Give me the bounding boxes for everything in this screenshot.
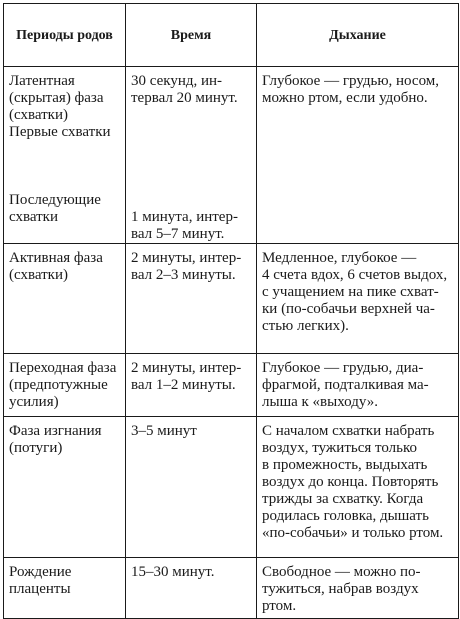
cell-time xyxy=(126,558,257,619)
cell-line: Активная фаза xyxy=(9,250,103,266)
cell-line: Медленное, глубокое — xyxy=(262,250,417,266)
cell-time xyxy=(126,354,257,417)
cell-line: воздух до конца. Повторять xyxy=(262,474,439,490)
cell-breathing xyxy=(257,417,459,558)
cell-line: Первые схватки xyxy=(9,124,111,140)
cell-line: родилась головка, дышать xyxy=(262,508,429,524)
cell-line: 2 минуты, интер- xyxy=(131,360,242,376)
table-row-transition-phase xyxy=(4,354,459,417)
cell-line: тужиться, набрав воздух xyxy=(262,581,419,597)
cell-line: 15–30 минут. xyxy=(131,564,215,580)
cell-line: ки (по-собачьи верхней ча- xyxy=(262,301,435,317)
table-row-expulsion-phase xyxy=(4,417,459,558)
cell-period xyxy=(4,244,126,354)
table-header-row xyxy=(4,4,459,67)
cell-line: (потуги) xyxy=(9,440,63,456)
table-row-active-phase xyxy=(4,244,459,354)
cell-line: 1 минута, интер- xyxy=(131,209,238,225)
labor-periods-table xyxy=(3,3,459,619)
cell-line: вал 5–7 минут. xyxy=(131,226,225,242)
cell-line: 4 счета вдох, 6 счетов выдох, xyxy=(262,267,448,283)
cell-line: усилия) xyxy=(9,394,59,410)
cell-period xyxy=(4,417,126,558)
cell-period xyxy=(4,354,126,417)
cell-period xyxy=(4,67,126,244)
cell-line: 2 минуты, интер- xyxy=(131,250,242,266)
table-row-placenta-birth xyxy=(4,558,459,619)
cell-line: Глубокое — грудью, диа- xyxy=(262,360,424,376)
cell-line: тервал 20 минут. xyxy=(131,90,238,106)
cell-line: стью легких). xyxy=(262,318,349,334)
cell-line: (предпотужные xyxy=(9,377,108,393)
cell-line: Глубокое — грудью, носом, xyxy=(262,73,440,89)
cell-line: Рождение xyxy=(9,564,72,580)
cell-line: схватки xyxy=(9,209,58,225)
header-breathing: Дыхание xyxy=(257,4,459,67)
cell-line: (схватки) xyxy=(9,267,68,283)
cell-line: 30 секунд, ин- xyxy=(131,73,223,89)
cell-line: «по-собачьи» и только ртом. xyxy=(262,525,444,541)
table-row-latent-phase xyxy=(4,67,459,244)
header-time: Время xyxy=(126,4,257,67)
cell-line: (скрытая) фаза xyxy=(9,90,104,106)
cell-line: Латентная xyxy=(9,73,75,89)
cell-time xyxy=(126,67,257,244)
cell-line: Свободное — можно по- xyxy=(262,564,421,580)
cell-line: Последующие xyxy=(9,192,101,208)
cell-line: можно ртом, если удобно. xyxy=(262,90,428,106)
cell-line: фрагмой, подталкивая ма- xyxy=(262,377,429,393)
header-period: Периоды родов xyxy=(4,4,126,67)
cell-line: с учащением на пике схват- xyxy=(262,284,439,300)
cell-line: вал 2–3 минуты. xyxy=(131,267,236,283)
cell-line: воздух, тужиться только xyxy=(262,440,418,456)
cell-line: 3–5 минут xyxy=(131,423,197,439)
cell-breathing xyxy=(257,558,459,619)
cell-breathing xyxy=(257,354,459,417)
cell-line: лыша к «выходу». xyxy=(262,394,378,410)
cell-line: Фаза изгнания xyxy=(9,423,102,439)
cell-period xyxy=(4,558,126,619)
cell-line: вал 1–2 минуты. xyxy=(131,377,236,393)
cell-line: С началом схватки набрать xyxy=(262,423,435,439)
cell-breathing xyxy=(257,67,459,244)
cell-line: трижды за схватку. Когда xyxy=(262,491,424,507)
cell-time xyxy=(126,417,257,558)
cell-breathing xyxy=(257,244,459,354)
cell-line: (схватки) xyxy=(9,107,68,123)
cell-line: плаценты xyxy=(9,581,71,597)
cell-line: в промежность, выдыхать xyxy=(262,457,428,473)
cell-line: Переходная фаза xyxy=(9,360,117,376)
cell-line: ртом. xyxy=(262,598,297,614)
cell-time xyxy=(126,244,257,354)
